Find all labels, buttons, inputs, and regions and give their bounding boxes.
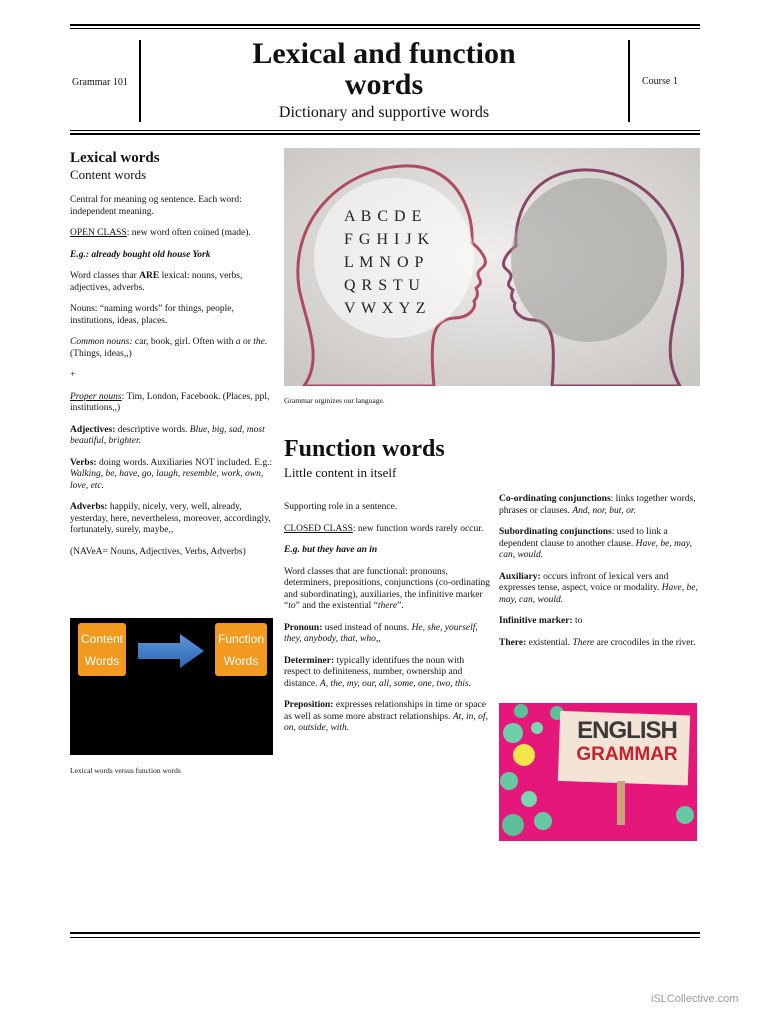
functional-classes-paragraph: Word classes that are functional: pronouns, determiners, prepositions, conjunctions (co-ordinating and subordinating), auxiliaries, the infinitive marker “to” and the existential “there”.: [284, 566, 491, 611]
function-header: [284, 436, 694, 481]
diagram-caption: Lexical words versus function words: [70, 766, 181, 775]
header-left-divider: [139, 40, 141, 122]
lexical-section: [70, 150, 275, 568]
lexical-heading: Lexical words: [70, 150, 160, 166]
page-title: [150, 38, 618, 122]
word-classes-paragraph: Word classes thar ARE lexical: nouns, verbs, adjectives, adverbs.: [70, 271, 243, 293]
preposition-paragraph: Preposition: expresses relationships in time or space as well as some more abstract relationships. At, in, of, on, outside, with.: [284, 700, 488, 733]
pronoun-paragraph: Pronoun: used instead of nouns. He, she, yourself, they, anybody, that, who,,: [284, 622, 478, 644]
adverbs-paragraph: Adverbs: happily, nicely, very, well, already, yesterday, here, nevertheless, moreover, accordingly, fortunately, surely, maybe,,: [70, 502, 271, 535]
function-heading: Function words: [284, 436, 445, 462]
infinitive-paragraph: Infinitive marker: to: [499, 616, 583, 626]
header-bottom-rule: [70, 133, 700, 135]
heads-image-caption: Grammar orginizes our language.: [284, 396, 385, 405]
naveva-note: (NAVeA= Nouns, Adjectives, Verbs, Adverbs): [70, 546, 246, 557]
top-rule-thin: [70, 28, 700, 29]
header-right-divider: [628, 40, 630, 122]
page-title-line2: words: [344, 68, 424, 101]
content-words-box: Content Words: [78, 623, 126, 676]
top-rule: [70, 24, 700, 26]
coordinating-paragraph: Co-ordinating conjunctions: links together words, phrases or clauses. And, nor, but, or.: [499, 494, 696, 516]
subordinating-paragraph: Subordinating conjunctions: used to link a dependent clause to another clause. Have, be, may, can, would.: [499, 527, 692, 560]
function-example: E.g. but they have an in: [284, 545, 378, 555]
closed-class-paragraph: CLOSED CLASS: new function words rarely occur.: [284, 523, 484, 534]
footer-rule: [70, 932, 700, 934]
function-column-1: [284, 502, 492, 745]
adjectives-paragraph: Adjectives: descriptive words. Blue, big, sad, most beautiful, brighter.: [70, 424, 265, 446]
arrow-icon: [136, 631, 206, 671]
lexical-intro: Central for meaning og sentence. Each word: independent meaning.: [70, 195, 242, 217]
proper-nouns-paragraph: Proper nouns: Tim, London, Facebook. (Places, ppl, institutions,,): [70, 391, 270, 413]
header-left-label: Grammar 101: [72, 77, 128, 88]
header-bottom-rule-thin: [70, 130, 700, 131]
nouns-paragraph: Nouns: “naming words” for things, people, institutions, ideas, places.: [70, 304, 234, 326]
plus-sign: +: [70, 370, 76, 380]
function-column-2: [499, 494, 701, 659]
open-class-paragraph: OPEN CLASS: new word often coined (made).: [70, 228, 251, 238]
lexical-subheading: Content words: [70, 167, 147, 182]
common-nouns-paragraph: Common nouns: car, book, girl. Often with a or the. (Things, ideas,,): [70, 337, 268, 359]
function-words-box: Function Words: [215, 623, 267, 676]
heads-letters-image: [284, 148, 700, 386]
page-title-line1: Lexical and function: [252, 37, 516, 70]
function-subheading: Little content in itself: [284, 465, 397, 480]
lexical-example: E.g.: already bought old house York: [70, 249, 211, 260]
determiner-paragraph: Determiner: typically identifues the noun with respect to definiteness, number, ownership and distance. A, the, my, our, all, some, one, two, this.: [284, 655, 472, 689]
english-grammar-image: [499, 703, 697, 841]
content-function-diagram: [70, 618, 273, 755]
english-grammar-sign: ENGLISH GRAMMAR: [576, 717, 678, 765]
verbs-paragraph: Verbs: doing words. Auxiliaries NOT included. E.g.: Walking, be, have, go, laugh, resemble, work, own, love, etc.: [70, 457, 273, 491]
page-subtitle: Dictionary and supportive words: [278, 104, 490, 121]
function-intro: Supporting role in a sentence.: [284, 502, 398, 512]
there-paragraph: There: existential. There are crocodiles in the river.: [499, 637, 696, 648]
header-right-label: Course 1: [642, 76, 678, 87]
footer-rule-thin: [70, 937, 700, 938]
footer-watermark: iSLCollective.com: [651, 993, 739, 1005]
alphabet-letters: A B C D E F G H I J K L M N O P Q R S T U V W X Y Z: [344, 208, 431, 317]
open-class-label: OPEN CLASS: [70, 228, 127, 238]
auxiliary-paragraph: Auxiliary: occurs infront of lexical vers and expresses tense, aspect, voice or modality. Have, be, may, can, would.: [499, 571, 698, 605]
